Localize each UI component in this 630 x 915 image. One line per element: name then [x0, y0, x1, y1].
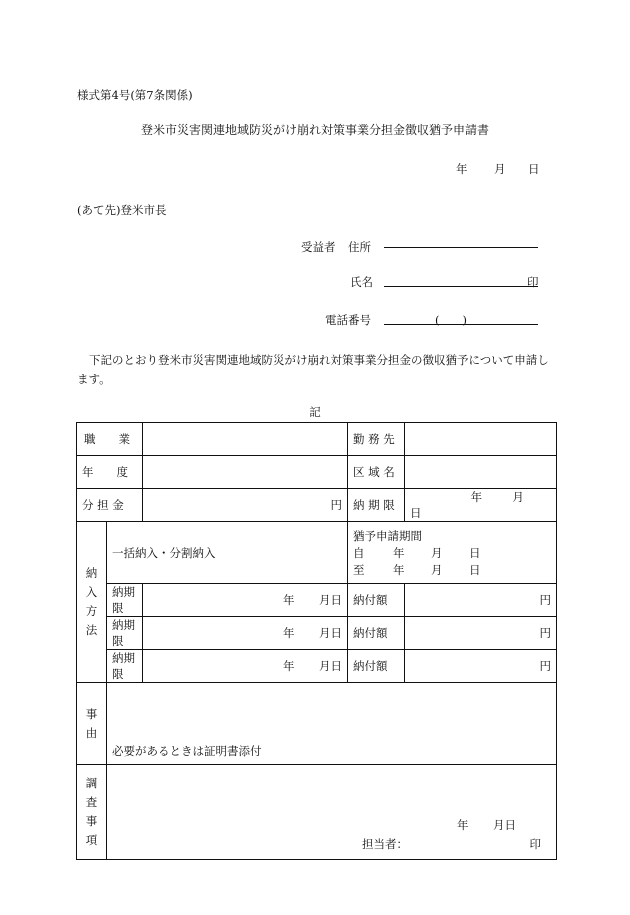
addressee: (あて先)登米市長: [77, 203, 167, 217]
ki-label: 記: [309, 405, 321, 419]
deadline-label: 納 期 限: [348, 489, 405, 522]
installment-amount-value[interactable]: 円: [405, 650, 557, 683]
name-label: 氏名: [350, 275, 373, 289]
applicant-seal: 印: [527, 275, 539, 289]
installment-deadline-label: 納期限: [107, 650, 143, 683]
installment-amount-value[interactable]: 円: [405, 617, 557, 650]
fiscal-year-value[interactable]: [143, 456, 348, 489]
applicant-role: 受益者: [301, 240, 336, 254]
deadline-day: 日: [410, 506, 422, 520]
person-in-charge-label: 担当者：: [362, 837, 408, 851]
address-label: 住所: [348, 240, 371, 254]
row-share: [77, 489, 557, 522]
fiscal-year-label: 年 度: [77, 456, 143, 489]
header-date-year: 年: [456, 162, 468, 176]
reason-label: 事由: [77, 683, 107, 765]
lump-split-cell[interactable]: 一括納入・分割納入: [107, 522, 348, 584]
deadline-month: 月: [512, 490, 524, 504]
application-table: [76, 422, 557, 860]
share-yen: 円: [330, 498, 342, 512]
row-investigation: [77, 765, 557, 860]
installment-amount-value[interactable]: 円: [405, 584, 557, 617]
name-line[interactable]: [384, 286, 538, 287]
address-line[interactable]: [384, 247, 538, 248]
installment-deadline-value[interactable]: 年 月日: [143, 617, 348, 650]
occupation-value[interactable]: [143, 423, 348, 456]
installment-row: [77, 584, 557, 617]
workplace-value[interactable]: [405, 423, 557, 456]
row-payment-method: [77, 522, 557, 584]
investigation-value[interactable]: [107, 765, 557, 860]
deferral-period-cell[interactable]: [348, 522, 557, 584]
investigation-label: 調査事項: [77, 765, 107, 860]
deferral-to-row: 至 年 月 日: [353, 563, 481, 577]
row-occupation: [77, 423, 557, 456]
installment-row: [77, 650, 557, 683]
header-date-day: 日: [528, 162, 540, 176]
attach-note: 必要があるときは証明書添付: [112, 744, 262, 758]
investigation-seal: 印: [529, 837, 541, 851]
form-number: 様式第4号(第7条関係): [77, 88, 193, 102]
investigation-date: 年 月日: [457, 818, 516, 832]
request-text: 下記のとおり登米市災害関連地域防災がけ崩れ対策事業分担金の徴収猶予について申請します。: [77, 353, 549, 386]
deadline-value[interactable]: [405, 489, 557, 522]
payment-method-label: 納入方法: [77, 522, 107, 683]
deadline-year: 年: [470, 490, 483, 504]
installment-amount-label: 納付額: [348, 617, 405, 650]
installment-deadline-label: 納期限: [107, 617, 143, 650]
installment-amount-label: 納付額: [348, 584, 405, 617]
share-label: 分 担 金: [77, 489, 143, 522]
installment-amount-label: 納付額: [348, 650, 405, 683]
share-value[interactable]: [143, 489, 348, 522]
row-fiscal-year: [77, 456, 557, 489]
person-in-charge-row: [112, 835, 541, 853]
reason-value[interactable]: [107, 683, 557, 765]
deferral-from-row: 自 年 月 日: [353, 546, 481, 560]
installment-deadline-label: 納期限: [107, 584, 143, 617]
phone-label: 電話番号: [325, 313, 371, 327]
area-name-label: 区 域 名: [348, 456, 405, 489]
row-reason: [77, 683, 557, 765]
occupation-label: 職 業: [77, 423, 143, 456]
deferral-period-label: 猶予申請期間: [353, 529, 422, 543]
workplace-label: 勤 務 先: [348, 423, 405, 456]
installment-deadline-value[interactable]: 年 月日: [143, 584, 348, 617]
installment-row: [77, 617, 557, 650]
area-name-value[interactable]: [405, 456, 557, 489]
installment-deadline-value[interactable]: 年 月日: [143, 650, 348, 683]
header-date-month: 月: [494, 162, 506, 176]
phone-paren: ( ): [435, 313, 467, 327]
document-title: 登米市災害関連地域防災がけ崩れ対策事業分担金徴収猶予申請書: [140, 123, 489, 137]
